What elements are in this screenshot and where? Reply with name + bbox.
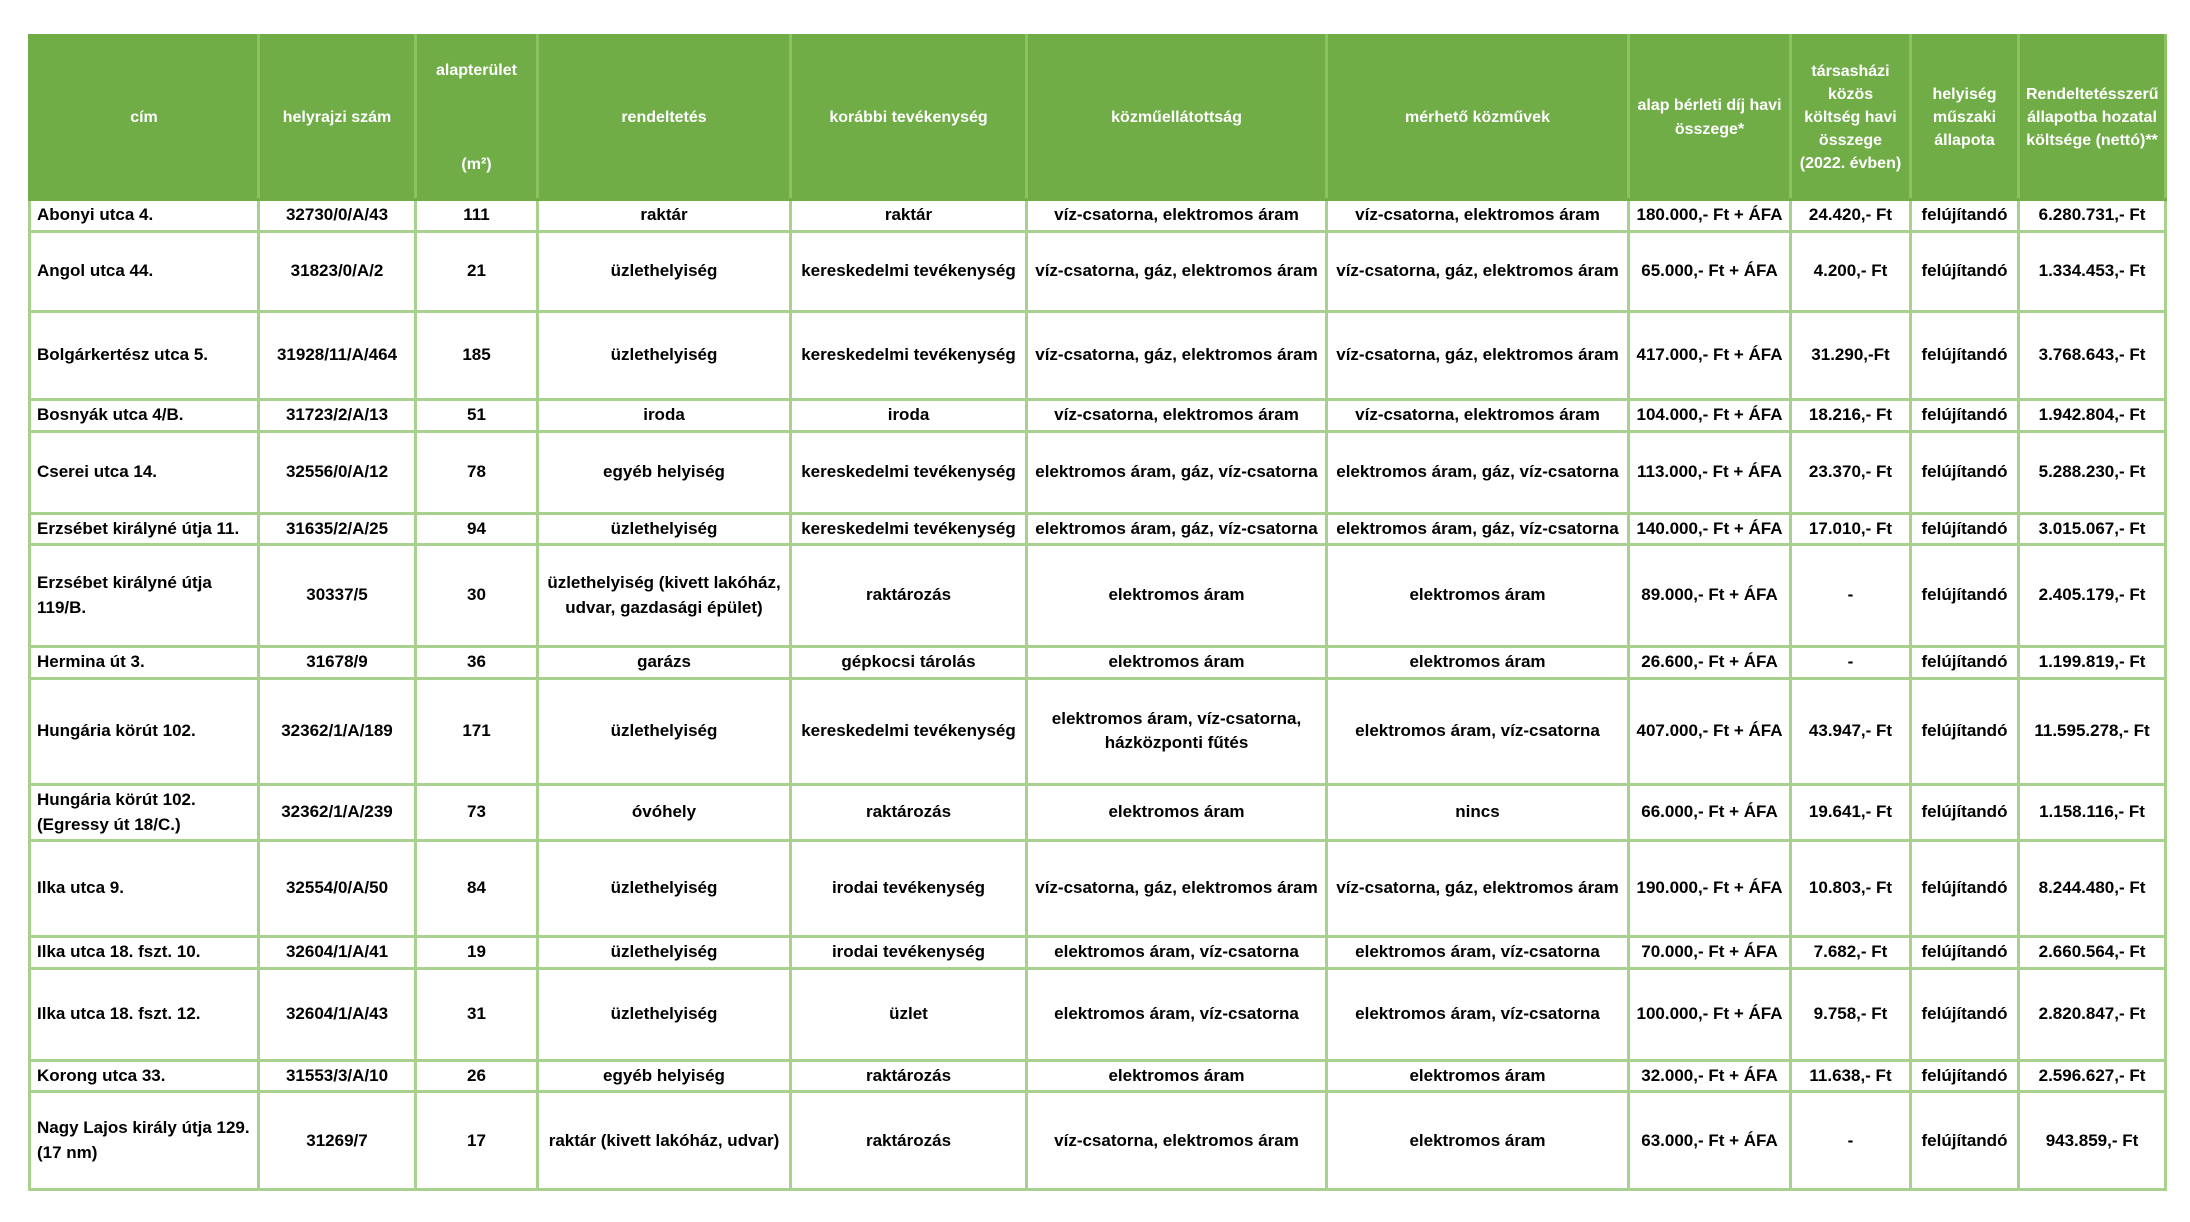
cell-korabbi: kereskedelmi tevékenység xyxy=(791,678,1027,784)
cell-allapot: felújítandó xyxy=(1911,841,2019,937)
cell-allapot: felújítandó xyxy=(1911,200,2019,232)
table-row xyxy=(30,678,2166,784)
cell-berleti: 190.000,- Ft + ÁFA xyxy=(1629,841,1791,937)
cell-koltseg: 3.015.067,- Ft xyxy=(2019,513,2166,545)
column-header-unit: (m²) xyxy=(461,155,492,173)
column-header-label: rendeltetés xyxy=(621,108,707,126)
column-header-koltseg xyxy=(2019,36,2166,200)
column-header-allapot xyxy=(1911,36,2019,200)
column-header-tarsashazi xyxy=(1791,36,1911,200)
cell-allapot: felújítandó xyxy=(1911,1060,2019,1092)
cell-allapot: felújítandó xyxy=(1911,513,2019,545)
cell-koltseg: 11.595.278,- Ft xyxy=(2019,678,2166,784)
cell-hrsz: 32362/1/A/189 xyxy=(259,678,416,784)
cell-rendeltetes: egyéb helyiség xyxy=(538,1060,791,1092)
cell-tarsashazi: 31.290,-Ft xyxy=(1791,312,1911,400)
column-header-label: cím xyxy=(130,108,158,126)
cell-tarsashazi: - xyxy=(1791,545,1911,647)
cell-terulet: 36 xyxy=(416,647,538,679)
cell-berleti: 100.000,- Ft + ÁFA xyxy=(1629,968,1791,1060)
cell-hrsz: 31723/2/A/13 xyxy=(259,400,416,432)
column-header-label: társasházi közös költség havi összege (2022. évben) xyxy=(1799,62,1902,173)
cell-kozmu: víz-csatorna, gáz, elektromos áram xyxy=(1027,232,1327,312)
cell-cim: Erzsébet királyné útja 11. xyxy=(30,513,259,545)
cell-rendeltetes: üzlethelyiség xyxy=(538,841,791,937)
cell-allapot: felújítandó xyxy=(1911,400,2019,432)
cell-merheto: víz-csatorna, gáz, elektromos áram xyxy=(1327,232,1629,312)
cell-koltseg: 2.660.564,- Ft xyxy=(2019,937,2166,969)
cell-hrsz: 32556/0/A/12 xyxy=(259,431,416,513)
cell-rendeltetes: üzlethelyiség xyxy=(538,678,791,784)
cell-hrsz: 32362/1/A/239 xyxy=(259,784,416,840)
cell-cim: Erzsébet királyné útja 119/B. xyxy=(30,545,259,647)
header-row xyxy=(30,36,2166,200)
cell-berleti: 407.000,- Ft + ÁFA xyxy=(1629,678,1791,784)
cell-hrsz: 32554/0/A/50 xyxy=(259,841,416,937)
cell-terulet: 21 xyxy=(416,232,538,312)
cell-cim: Abonyi utca 4. xyxy=(30,200,259,232)
cell-allapot: felújítandó xyxy=(1911,678,2019,784)
cell-kozmu: víz-csatorna, elektromos áram xyxy=(1027,200,1327,232)
table-row xyxy=(30,400,2166,432)
table-row xyxy=(30,841,2166,937)
cell-rendeltetes: egyéb helyiség xyxy=(538,431,791,513)
column-header-label: korábbi tevékenység xyxy=(829,108,988,126)
cell-kozmu: elektromos áram xyxy=(1027,545,1327,647)
cell-berleti: 65.000,- Ft + ÁFA xyxy=(1629,232,1791,312)
column-header-kozmu xyxy=(1027,36,1327,200)
cell-rendeltetes: üzlethelyiség xyxy=(538,312,791,400)
cell-tarsashazi: 24.420,- Ft xyxy=(1791,200,1911,232)
cell-terulet: 17 xyxy=(416,1092,538,1190)
cell-tarsashazi: 18.216,- Ft xyxy=(1791,400,1911,432)
table-row xyxy=(30,647,2166,679)
cell-merheto: elektromos áram, gáz, víz-csatorna xyxy=(1327,431,1629,513)
cell-merheto: elektromos áram xyxy=(1327,1060,1629,1092)
table-row xyxy=(30,431,2166,513)
cell-rendeltetes: garázs xyxy=(538,647,791,679)
cell-terulet: 51 xyxy=(416,400,538,432)
cell-rendeltetes: üzlethelyiség (kivett lakóház, udvar, gazdasági épület) xyxy=(538,545,791,647)
cell-terulet: 84 xyxy=(416,841,538,937)
cell-terulet: 185 xyxy=(416,312,538,400)
cell-hrsz: 31635/2/A/25 xyxy=(259,513,416,545)
cell-hrsz: 32604/1/A/41 xyxy=(259,937,416,969)
cell-cim: Ilka utca 18. fszt. 12. xyxy=(30,968,259,1060)
cell-tarsashazi: 7.682,- Ft xyxy=(1791,937,1911,969)
column-header-label: mérhető közművek xyxy=(1405,108,1550,126)
cell-cim: Ilka utca 9. xyxy=(30,841,259,937)
cell-koltseg: 3.768.643,- Ft xyxy=(2019,312,2166,400)
column-header-cim xyxy=(30,36,259,200)
cell-hrsz: 31269/7 xyxy=(259,1092,416,1190)
cell-tarsashazi: - xyxy=(1791,647,1911,679)
property-table xyxy=(28,34,2167,1191)
cell-terulet: 26 xyxy=(416,1060,538,1092)
cell-hrsz: 31928/11/A/464 xyxy=(259,312,416,400)
cell-kozmu: víz-csatorna, gáz, elektromos áram xyxy=(1027,312,1327,400)
column-header-label: Rendeltetésszerű állapotba hozatal költsége (nettó)** xyxy=(2026,85,2159,150)
cell-terulet: 30 xyxy=(416,545,538,647)
cell-allapot: felújítandó xyxy=(1911,784,2019,840)
cell-tarsashazi: 9.758,- Ft xyxy=(1791,968,1911,1060)
cell-kozmu: elektromos áram, víz-csatorna xyxy=(1027,968,1327,1060)
cell-hrsz: 31823/0/A/2 xyxy=(259,232,416,312)
cell-rendeltetes: iroda xyxy=(538,400,791,432)
cell-kozmu: elektromos áram xyxy=(1027,647,1327,679)
cell-allapot: felújítandó xyxy=(1911,431,2019,513)
cell-hrsz: 31678/9 xyxy=(259,647,416,679)
cell-allapot: felújítandó xyxy=(1911,968,2019,1060)
column-header-label: helyrajzi szám xyxy=(282,108,392,126)
cell-koltseg: 943.859,- Ft xyxy=(2019,1092,2166,1190)
table-row xyxy=(30,545,2166,647)
cell-merheto: elektromos áram xyxy=(1327,545,1629,647)
cell-tarsashazi: 19.641,- Ft xyxy=(1791,784,1911,840)
cell-cim: Korong utca 33. xyxy=(30,1060,259,1092)
cell-korabbi: kereskedelmi tevékenység xyxy=(791,232,1027,312)
table-row xyxy=(30,200,2166,232)
cell-tarsashazi: 23.370,- Ft xyxy=(1791,431,1911,513)
cell-rendeltetes: üzlethelyiség xyxy=(538,513,791,545)
cell-rendeltetes: üzlethelyiség xyxy=(538,937,791,969)
cell-merheto: elektromos áram, víz-csatorna xyxy=(1327,968,1629,1060)
column-header-rendeltetes xyxy=(538,36,791,200)
cell-hrsz: 32730/0/A/43 xyxy=(259,200,416,232)
cell-koltseg: 1.942.804,- Ft xyxy=(2019,400,2166,432)
cell-kozmu: víz-csatorna, gáz, elektromos áram xyxy=(1027,841,1327,937)
cell-allapot: felújítandó xyxy=(1911,312,2019,400)
cell-berleti: 104.000,- Ft + ÁFA xyxy=(1629,400,1791,432)
cell-korabbi: üzlet xyxy=(791,968,1027,1060)
cell-kozmu: víz-csatorna, elektromos áram xyxy=(1027,400,1327,432)
cell-terulet: 31 xyxy=(416,968,538,1060)
cell-cim: Cserei utca 14. xyxy=(30,431,259,513)
cell-cim: Bosnyák utca 4/B. xyxy=(30,400,259,432)
cell-berleti: 70.000,- Ft + ÁFA xyxy=(1629,937,1791,969)
cell-cim: Hermina út 3. xyxy=(30,647,259,679)
cell-merheto: elektromos áram, víz-csatorna xyxy=(1327,937,1629,969)
cell-merheto: elektromos áram xyxy=(1327,647,1629,679)
column-header-hrsz xyxy=(259,36,416,200)
column-header-merheto xyxy=(1327,36,1629,200)
table-body xyxy=(30,200,2166,1190)
cell-berleti: 180.000,- Ft + ÁFA xyxy=(1629,200,1791,232)
column-header-label: alap bérleti díj havi összege* xyxy=(1637,97,1782,138)
cell-rendeltetes: raktár (kivett lakóház, udvar) xyxy=(538,1092,791,1190)
cell-korabbi: raktározás xyxy=(791,1092,1027,1190)
cell-tarsashazi: - xyxy=(1791,1092,1911,1190)
cell-koltseg: 6.280.731,- Ft xyxy=(2019,200,2166,232)
cell-allapot: felújítandó xyxy=(1911,545,2019,647)
cell-koltseg: 8.244.480,- Ft xyxy=(2019,841,2166,937)
cell-koltseg: 5.288.230,- Ft xyxy=(2019,431,2166,513)
cell-korabbi: gépkocsi tárolás xyxy=(791,647,1027,679)
cell-cim: Nagy Lajos király útja 129. (17 nm) xyxy=(30,1092,259,1190)
cell-hrsz: 31553/3/A/10 xyxy=(259,1060,416,1092)
table-row xyxy=(30,312,2166,400)
cell-merheto: víz-csatorna, gáz, elektromos áram xyxy=(1327,841,1629,937)
cell-korabbi: irodai tevékenység xyxy=(791,841,1027,937)
cell-kozmu: elektromos áram xyxy=(1027,784,1327,840)
cell-terulet: 78 xyxy=(416,431,538,513)
cell-tarsashazi: 11.638,- Ft xyxy=(1791,1060,1911,1092)
cell-tarsashazi: 17.010,- Ft xyxy=(1791,513,1911,545)
cell-berleti: 417.000,- Ft + ÁFA xyxy=(1629,312,1791,400)
cell-berleti: 63.000,- Ft + ÁFA xyxy=(1629,1092,1791,1190)
cell-kozmu: elektromos áram, víz-csatorna, házközponti fűtés xyxy=(1027,678,1327,784)
table-row xyxy=(30,232,2166,312)
cell-cim: Ilka utca 18. fszt. 10. xyxy=(30,937,259,969)
cell-tarsashazi: 43.947,- Ft xyxy=(1791,678,1911,784)
cell-hrsz: 30337/5 xyxy=(259,545,416,647)
cell-koltseg: 1.158.116,- Ft xyxy=(2019,784,2166,840)
table-row xyxy=(30,968,2166,1060)
cell-berleti: 140.000,- Ft + ÁFA xyxy=(1629,513,1791,545)
table-row xyxy=(30,1092,2166,1190)
table-row xyxy=(30,937,2166,969)
column-header-label: alapterület xyxy=(436,62,517,80)
cell-berleti: 66.000,- Ft + ÁFA xyxy=(1629,784,1791,840)
cell-cim: Hungária körút 102. (Egressy út 18/C.) xyxy=(30,784,259,840)
cell-korabbi: raktározás xyxy=(791,1060,1027,1092)
cell-merheto: elektromos áram, gáz, víz-csatorna xyxy=(1327,513,1629,545)
cell-allapot: felújítandó xyxy=(1911,937,2019,969)
cell-kozmu: víz-csatorna, elektromos áram xyxy=(1027,1092,1327,1190)
cell-terulet: 73 xyxy=(416,784,538,840)
cell-korabbi: irodai tevékenység xyxy=(791,937,1027,969)
cell-merheto: víz-csatorna, elektromos áram xyxy=(1327,200,1629,232)
table-row xyxy=(30,1060,2166,1092)
cell-allapot: felújítandó xyxy=(1911,647,2019,679)
column-header-label: közműellátottság xyxy=(1111,108,1242,126)
cell-allapot: felújítandó xyxy=(1911,232,2019,312)
cell-berleti: 32.000,- Ft + ÁFA xyxy=(1629,1060,1791,1092)
column-header-label: helyiség műszaki állapota xyxy=(1932,85,1997,150)
cell-cim: Bolgárkertész utca 5. xyxy=(30,312,259,400)
column-header-terulet xyxy=(416,36,538,200)
cell-koltseg: 2.820.847,- Ft xyxy=(2019,968,2166,1060)
cell-rendeltetes: óvóhely xyxy=(538,784,791,840)
cell-hrsz: 32604/1/A/43 xyxy=(259,968,416,1060)
cell-kozmu: elektromos áram, gáz, víz-csatorna xyxy=(1027,513,1327,545)
cell-terulet: 171 xyxy=(416,678,538,784)
cell-terulet: 19 xyxy=(416,937,538,969)
cell-merheto: elektromos áram xyxy=(1327,1092,1629,1190)
cell-kozmu: elektromos áram, gáz, víz-csatorna xyxy=(1027,431,1327,513)
table-row xyxy=(30,784,2166,840)
cell-korabbi: kereskedelmi tevékenység xyxy=(791,513,1027,545)
cell-korabbi: raktározás xyxy=(791,545,1027,647)
cell-rendeltetes: üzlethelyiség xyxy=(538,232,791,312)
table-row xyxy=(30,513,2166,545)
cell-berleti: 26.600,- Ft + ÁFA xyxy=(1629,647,1791,679)
column-header-berleti xyxy=(1629,36,1791,200)
column-header-korabbi xyxy=(791,36,1027,200)
cell-tarsashazi: 4.200,- Ft xyxy=(1791,232,1911,312)
cell-korabbi: kereskedelmi tevékenység xyxy=(791,431,1027,513)
cell-berleti: 89.000,- Ft + ÁFA xyxy=(1629,545,1791,647)
cell-tarsashazi: 10.803,- Ft xyxy=(1791,841,1911,937)
cell-korabbi: iroda xyxy=(791,400,1027,432)
cell-merheto: nincs xyxy=(1327,784,1629,840)
cell-berleti: 113.000,- Ft + ÁFA xyxy=(1629,431,1791,513)
cell-terulet: 111 xyxy=(416,200,538,232)
cell-kozmu: elektromos áram, víz-csatorna xyxy=(1027,937,1327,969)
cell-cim: Hungária körút 102. xyxy=(30,678,259,784)
cell-koltseg: 1.334.453,- Ft xyxy=(2019,232,2166,312)
cell-korabbi: kereskedelmi tevékenység xyxy=(791,312,1027,400)
cell-merheto: víz-csatorna, elektromos áram xyxy=(1327,400,1629,432)
cell-koltseg: 1.199.819,- Ft xyxy=(2019,647,2166,679)
cell-kozmu: elektromos áram xyxy=(1027,1060,1327,1092)
cell-koltseg: 2.405.179,- Ft xyxy=(2019,545,2166,647)
cell-allapot: felújítandó xyxy=(1911,1092,2019,1190)
cell-koltseg: 2.596.627,- Ft xyxy=(2019,1060,2166,1092)
cell-korabbi: raktár xyxy=(791,200,1027,232)
cell-rendeltetes: raktár xyxy=(538,200,791,232)
cell-korabbi: raktározás xyxy=(791,784,1027,840)
cell-merheto: víz-csatorna, gáz, elektromos áram xyxy=(1327,312,1629,400)
cell-terulet: 94 xyxy=(416,513,538,545)
cell-rendeltetes: üzlethelyiség xyxy=(538,968,791,1060)
cell-cim: Angol utca 44. xyxy=(30,232,259,312)
cell-merheto: elektromos áram, víz-csatorna xyxy=(1327,678,1629,784)
